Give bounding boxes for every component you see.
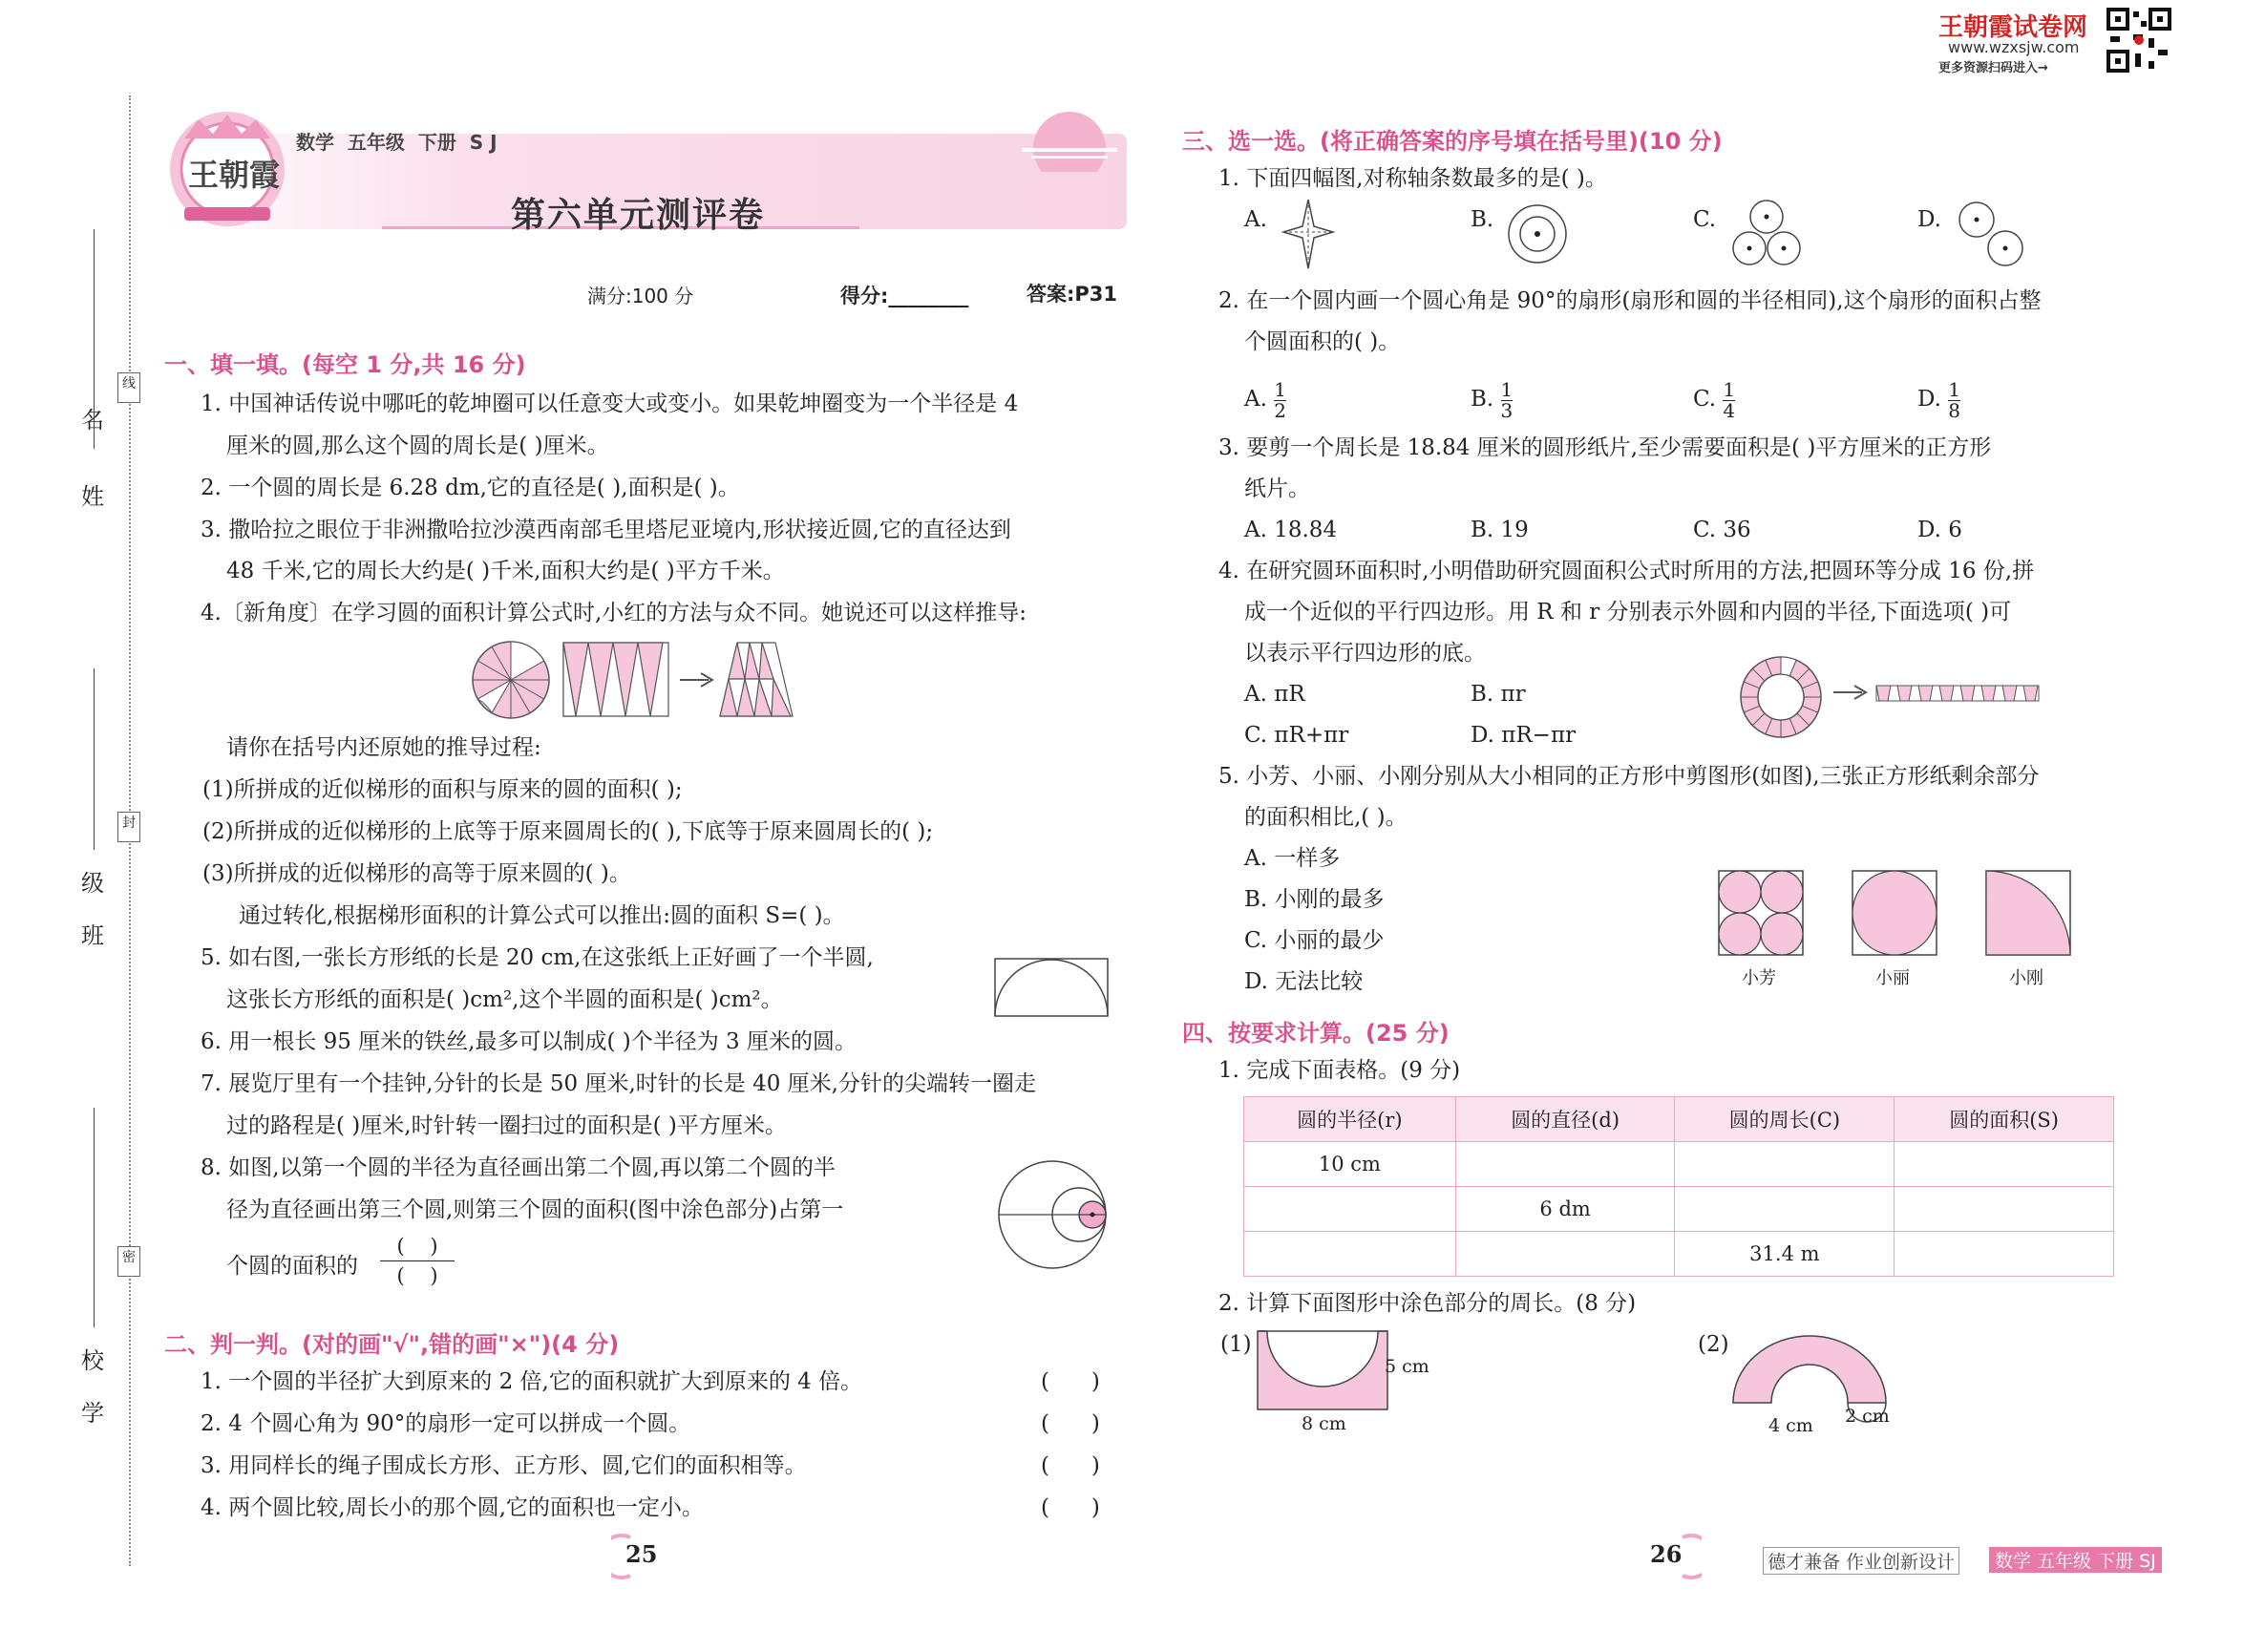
header-circumference: 圆的周长(C) xyxy=(1675,1097,1895,1142)
s3-q4-option-c[interactable]: C. πR+πr xyxy=(1244,723,1349,748)
table-cell[interactable] xyxy=(1675,1142,1895,1187)
table-cell[interactable] xyxy=(1455,1142,1675,1187)
s3-q1-option-b[interactable]: B. xyxy=(1471,207,1494,232)
page-number-right: 26 xyxy=(1650,1540,1683,1568)
judge-item-1: 1. 一个圆的半径扩大到原来的 2 倍,它的面积就扩大到原来的 4 倍。 xyxy=(201,1369,863,1394)
s3-q1-option-d[interactable]: D. xyxy=(1917,207,1941,232)
fraction-one-eighth: $\frac{1}{8}$ xyxy=(1948,377,1960,422)
s1-line-18: 径为直径画出第三个圆,则第三个圆的面积(图中涂色部分)占第一 xyxy=(226,1197,844,1222)
q8-denominator: ( ) xyxy=(396,1264,438,1287)
s1-line-9: (2)所拼成的近似梯形的上底等于原来圆周长的( ),下底等于原来圆周长的( ); xyxy=(202,819,934,844)
site-url: www.wzxsjw.com xyxy=(1948,38,2080,56)
fig2-base-label: 4 cm xyxy=(1768,1415,1813,1436)
s3-q5-line1: 5. 小芳、小丽、小刚分别从大小相同的正方形中剪图形(如图),三张正方形纸剩余部分 xyxy=(1218,764,2040,789)
s3-q2-line2: 个圆面积的( )。 xyxy=(1244,329,1401,354)
page-number-left: 25 xyxy=(625,1540,658,1568)
binding-strip xyxy=(57,220,172,1557)
fraction-one-half: $\frac{1}{2}$ xyxy=(1274,377,1286,422)
table-cell[interactable] xyxy=(1895,1187,2114,1232)
s1-line-5: 48 千米,它的周长大约是( )千米,面积大约是( )平方千米。 xyxy=(226,559,785,583)
table-cell[interactable] xyxy=(1895,1232,2114,1277)
option-letter: C. xyxy=(1693,387,1717,412)
s3-q5-option-c[interactable]: C. 小丽的最少 xyxy=(1244,928,1385,953)
table-cell[interactable] xyxy=(1895,1142,2114,1187)
option-letter: A. xyxy=(1244,387,1267,412)
s3-q3-option-d[interactable]: D. 6 xyxy=(1917,518,1962,542)
full-score: 满分:100 分 xyxy=(587,285,694,307)
table-row xyxy=(1244,1232,2114,1277)
s3-q4-line3: 以表示平行四边形的底。 xyxy=(1244,641,1486,666)
name-label-1: 姓 xyxy=(81,483,104,510)
answer-ref: 答案:P31 xyxy=(1027,283,1118,306)
nested-circles-figure xyxy=(993,1155,1117,1275)
table-cell[interactable] xyxy=(1675,1187,1895,1232)
option-letter: D. xyxy=(1917,387,1941,412)
table-header-row xyxy=(1244,1097,2114,1142)
judge-paren-2[interactable]: ( ) xyxy=(1041,1411,1100,1436)
s1-line-12: 5. 如右图,一张长方形纸的长是 20 cm,在这张纸上正好画了一个半圆, xyxy=(201,945,874,970)
s3-q3-option-a[interactable]: A. 18.84 xyxy=(1244,518,1338,542)
s3-q1-option-c[interactable]: C. xyxy=(1693,207,1717,232)
s4-q2: 2. 计算下面图形中涂色部分的周长。(8 分) xyxy=(1218,1291,1637,1316)
s1-line-11: 通过转化,根据梯形面积的计算公式可以推出:圆的面积 S=( )。 xyxy=(239,903,845,928)
qr-code-icon xyxy=(2106,8,2171,73)
s3-q2-option-b[interactable] xyxy=(1471,371,1513,428)
binding-mark-secret: 密 xyxy=(117,1246,140,1277)
name-underline xyxy=(94,229,95,449)
section4-title: 四、按要求计算。(25 分) xyxy=(1182,1020,1450,1047)
class-label-1: 班 xyxy=(81,922,104,949)
fig1-width-label: 8 cm xyxy=(1302,1413,1346,1434)
s3-q2-option-a[interactable] xyxy=(1244,371,1286,428)
fig2-small-label: 2 cm xyxy=(1845,1406,1890,1427)
s3-q3-option-b[interactable]: B. 19 xyxy=(1471,518,1529,542)
rectangle-minus-semicircle-figure xyxy=(1256,1329,1389,1413)
s3-q4-option-a[interactable]: A. πR xyxy=(1244,682,1305,707)
judge-item-3: 3. 用同样长的绳子围成长方形、正方形、圆,它们的面积相等。 xyxy=(201,1453,807,1478)
school-label-1: 学 xyxy=(81,1400,104,1427)
concentric-circles-figure xyxy=(1504,201,1571,267)
s3-q4-option-b[interactable]: B. πr xyxy=(1471,682,1526,707)
table-row xyxy=(1244,1142,2114,1187)
subject-line: 数学 五年级 下册 S J xyxy=(296,131,497,154)
s1-line-1: 1. 中国神话传说中哪吒的乾坤圈可以任意变大或变小。如果乾坤圈变为一个半径是 4 xyxy=(201,392,1019,416)
table-cell[interactable] xyxy=(1244,1187,1456,1232)
semicircle-rectangle-figure xyxy=(993,955,1112,1022)
score-field[interactable]: 得分:________ xyxy=(840,285,969,307)
four-point-star-figure xyxy=(1280,196,1337,272)
judge-paren-1[interactable]: ( ) xyxy=(1041,1369,1100,1394)
judge-item-4: 4. 两个圆比较,周长小的那个圆,它的面积也一定小。 xyxy=(201,1495,704,1520)
one-circle-square-figure xyxy=(1851,869,1940,959)
section2-title: 二、判一判。(对的画"√",错的画"×")(4 分) xyxy=(164,1331,620,1358)
table-cell[interactable] xyxy=(1244,1232,1456,1277)
fig1-label: (1) xyxy=(1220,1332,1252,1357)
s3-q2-option-c[interactable] xyxy=(1693,371,1735,428)
s3-q4-line2: 成一个近似的平行四边形。用 R 和 r 分别表示外圆和内圆的半径,下面选项( )可 xyxy=(1244,600,2012,625)
s4-q1: 1. 完成下面表格。(9 分) xyxy=(1218,1058,1461,1083)
s3-q4-option-d[interactable]: D. πR−πr xyxy=(1471,723,1577,748)
s3-q3-line2: 纸片。 xyxy=(1244,477,1310,501)
class-underline xyxy=(94,668,95,850)
judge-item-2: 2. 4 个圆心角为 90°的扇形一定可以拼成一个圆。 xyxy=(201,1411,691,1436)
s1-line-10: (3)所拼成的近似梯形的高等于原来圆的( )。 xyxy=(202,861,631,886)
three-circles-figure xyxy=(1728,196,1805,272)
judge-paren-3[interactable]: ( ) xyxy=(1041,1453,1100,1478)
fig2-label: (2) xyxy=(1698,1332,1729,1357)
table-cell[interactable]: 31.4 m xyxy=(1675,1232,1895,1277)
s1-line-17: 8. 如图,以第一个圆的半径为直径画出第二个圆,再以第二个圆的半 xyxy=(201,1155,836,1180)
s3-q3-option-c[interactable]: C. 36 xyxy=(1693,518,1751,542)
s1-line-13: 这张长方形纸的面积是( )cm²,这个半圆的面积是( )cm²。 xyxy=(226,987,783,1012)
s1-line-14: 6. 用一根长 95 厘米的铁丝,最多可以制成( )个半径为 3 厘米的圆。 xyxy=(201,1029,857,1054)
table-cell[interactable]: 10 cm xyxy=(1244,1142,1456,1187)
s1-line-15: 7. 展览厅里有一个挂钟,分针的长是 50 厘米,时针的长是 40 厘米,分针的尖端转一圈走 xyxy=(201,1071,1036,1096)
class-label-2: 级 xyxy=(81,870,104,897)
s3-q2-line1: 2. 在一个圆内画一个圆心角是 90°的扇形(扇形和圆的半径相同),这个扇形的面积占整 xyxy=(1218,288,2042,313)
binding-mark-seal: 封 xyxy=(117,812,140,842)
s3-q2-option-d[interactable] xyxy=(1917,371,1960,428)
header-area: 圆的面积(S) xyxy=(1895,1097,2114,1142)
label-xiaogang: 小刚 xyxy=(2009,968,2043,988)
section1-title: 一、填一填。(每空 1 分,共 16 分) xyxy=(164,351,526,378)
s3-q5-option-b[interactable]: B. 小刚的最多 xyxy=(1244,887,1385,912)
s3-q1-option-a[interactable]: A. xyxy=(1244,207,1267,232)
page-title: 第六单元测评卷 xyxy=(511,196,766,235)
s1-line-7: 请你在括号内还原她的推导过程: xyxy=(226,735,541,760)
s1-line-2: 厘米的圆,那么这个圆的周长是( )厘米。 xyxy=(226,434,609,458)
s1-line-6: 4.〔新角度〕在学习圆的面积计算公式时,小红的方法与众不同。她说还可以这样推导: xyxy=(201,601,1027,625)
s3-q3-line1: 3. 要剪一个周长是 18.84 厘米的圆形纸片,至少需要面积是( )平方厘米的正方形 xyxy=(1218,435,1992,460)
table-cell[interactable] xyxy=(1455,1232,1675,1277)
s3-q5-line2: 的面积相比,( )。 xyxy=(1244,805,1408,830)
header-diameter: 圆的直径(d) xyxy=(1455,1097,1675,1142)
quarter-circle-square-figure xyxy=(1984,869,2074,959)
name-label-2: 名 xyxy=(81,407,104,434)
s3-q4-line1: 4. 在研究圆环面积时,小明借助研究圆面积公式时所用的方法,把圆环等分成 16 份,拼 xyxy=(1218,559,2035,583)
binding-mark-line: 线 xyxy=(117,372,140,403)
site-slogan: 更多资源扫码进入→ xyxy=(1938,61,2048,75)
site-name: 王朝霞试卷网 xyxy=(1938,13,2088,42)
s3-q1: 1. 下面四幅图,对称轴条数最多的是( )。 xyxy=(1218,166,1607,191)
s3-q5-option-d[interactable]: D. 无法比较 xyxy=(1244,969,1364,994)
s1-line-3: 2. 一个圆的周长是 6.28 dm,它的直径是( ),面积是( )。 xyxy=(201,476,740,500)
fraction-one-quarter: $\frac{1}{4}$ xyxy=(1723,377,1736,422)
option-letter: B. xyxy=(1471,387,1494,412)
footer-series: 德才兼备 作业创新设计 xyxy=(1763,1547,1959,1575)
s1-line-4: 3. 撒哈拉之眼位于非洲撒哈拉沙漠西南部毛里塔尼亚境内,形状接近圆,它的直径达到 xyxy=(201,518,1011,542)
section3-title: 三、选一选。(将正确答案的序号填在括号里)(10 分) xyxy=(1182,128,1723,155)
fraction-one-third: $\frac{1}{3}$ xyxy=(1500,377,1514,422)
judge-paren-4[interactable]: ( ) xyxy=(1041,1495,1100,1520)
footer-series-tag: 数学 五年级 下册 SJ xyxy=(1989,1547,2162,1573)
header-radius: 圆的半径(r) xyxy=(1244,1097,1456,1142)
table-row xyxy=(1244,1187,2114,1232)
circle-to-trapezoid-figure xyxy=(468,635,821,726)
s1-line-8: (1)所拼成的近似梯形的面积与原来的圆的面积( ); xyxy=(202,777,683,802)
sunset-decoration xyxy=(1012,95,1127,172)
logo-text: 王朝霞 xyxy=(188,157,281,193)
ring-to-parallelogram-figure xyxy=(1738,649,2043,745)
circle-measure-table xyxy=(1243,1096,2114,1277)
school-label-2: 校 xyxy=(81,1347,104,1374)
label-xiaoli: 小丽 xyxy=(1875,968,1910,988)
two-circles-figure xyxy=(1953,196,2029,272)
s1-line-16: 过的路程是( )厘米,时针转一圈扫过的面积是( )平方厘米。 xyxy=(226,1113,787,1138)
school-underline xyxy=(94,1108,95,1327)
q8-numerator: ( ) xyxy=(396,1235,438,1258)
four-circles-square-figure xyxy=(1717,869,1807,959)
s3-q5-option-a[interactable]: A. 一样多 xyxy=(1244,846,1341,871)
fig1-height-label: 5 cm xyxy=(1385,1356,1429,1377)
table-cell[interactable]: 6 dm xyxy=(1455,1187,1675,1232)
s1-line-19: 个圆的面积的 xyxy=(226,1254,358,1279)
q8-answer-fraction[interactable] xyxy=(380,1232,455,1290)
label-xiaofang: 小芳 xyxy=(1742,968,1776,988)
